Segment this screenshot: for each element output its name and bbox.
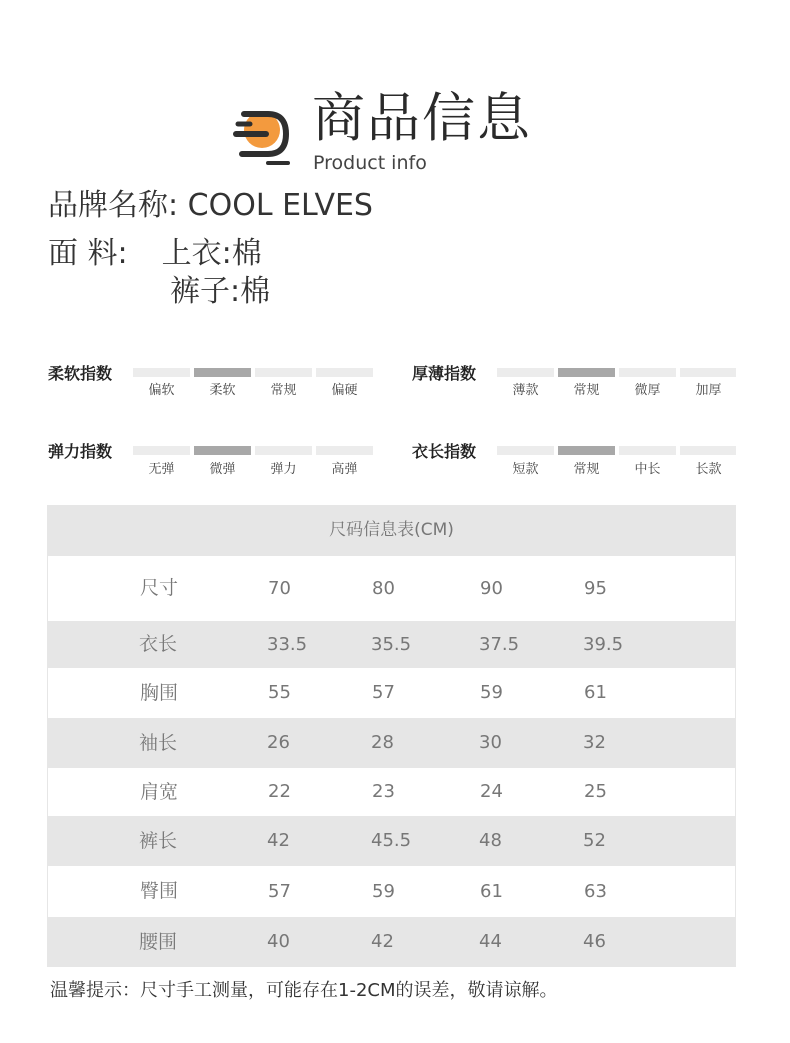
softness-index (48, 363, 378, 403)
index-option: 微厚 (634, 383, 661, 398)
table-cell: 95 (584, 578, 607, 599)
index-option: 短款 (512, 462, 539, 477)
row-label: 腰围 (139, 931, 178, 953)
table-cell: 55 (268, 682, 291, 703)
table-cell: 33.5 (267, 634, 308, 655)
index-segment (680, 368, 736, 377)
table-cell: 57 (372, 682, 395, 703)
index-segment (619, 446, 676, 455)
row-label: 尺寸 (140, 577, 179, 599)
fabric-line (48, 234, 262, 274)
table-cell: 25 (584, 781, 607, 802)
table-cell: 26 (267, 732, 290, 753)
brand-line (48, 186, 373, 226)
row-label: 胸围 (140, 682, 179, 704)
table-cell: 46 (583, 931, 606, 952)
pants-label: 裤子: (170, 274, 241, 309)
measurement-note: 温馨提示：尺寸手工测量，可能存在1-2CM的误差，敬请谅解。 (50, 980, 558, 1001)
index-segment (680, 446, 736, 455)
table-row (47, 621, 736, 668)
table-cell: 70 (268, 578, 291, 599)
table-row (47, 816, 736, 866)
index-label: 衣长指数 (412, 442, 477, 461)
table-cell: 23 (372, 781, 395, 802)
size-table (47, 505, 736, 967)
table-cell: 63 (584, 881, 607, 902)
index-option-selected: 微弹 (209, 462, 236, 477)
product-info-logo-icon (228, 100, 296, 168)
index-segment (133, 446, 190, 455)
table-row (47, 718, 736, 768)
table-cell: 59 (480, 682, 503, 703)
row-label: 袖长 (139, 732, 178, 754)
index-segment (316, 368, 373, 377)
row-label: 衣长 (139, 633, 178, 655)
fabric-label: 面 料: (48, 236, 128, 271)
page-title: 商品信息 (312, 88, 532, 149)
table-cell: 45.5 (371, 830, 412, 851)
table-cell: 61 (584, 682, 607, 703)
index-segment (255, 368, 312, 377)
index-option-selected: 常规 (573, 383, 600, 398)
size-table-title: 尺码信息表(CM) (47, 505, 736, 556)
index-segment-selected (194, 446, 251, 455)
table-cell: 39.5 (583, 634, 624, 655)
index-label: 厚薄指数 (412, 364, 477, 383)
elasticity-index (48, 441, 378, 481)
table-cell: 44 (479, 931, 502, 952)
table-cell: 30 (479, 732, 502, 753)
index-option: 无弹 (148, 462, 175, 477)
index-segment (255, 446, 312, 455)
index-segment (133, 368, 190, 377)
table-cell: 37.5 (479, 634, 520, 655)
pants-line (170, 272, 270, 312)
index-label: 柔软指数 (48, 364, 113, 383)
table-cell: 35.5 (371, 634, 412, 655)
table-row (47, 768, 736, 816)
table-row (47, 866, 736, 917)
pants-value: 棉 (240, 274, 271, 309)
brand-value: COOL ELVES (187, 188, 373, 223)
table-row (47, 917, 736, 967)
table-row (47, 556, 736, 621)
table-cell: 52 (583, 830, 606, 851)
index-option: 中长 (634, 462, 661, 477)
table-cell: 57 (268, 881, 291, 902)
length-index (412, 441, 742, 481)
table-cell: 48 (479, 830, 502, 851)
table-cell: 40 (267, 931, 290, 952)
row-label: 裤长 (139, 830, 178, 852)
index-option: 长款 (695, 462, 722, 477)
table-cell: 42 (267, 830, 290, 851)
thickness-index (412, 363, 742, 403)
index-option: 偏硬 (331, 383, 358, 398)
brand-label: 品牌名称: (48, 188, 179, 223)
index-segment-selected (558, 446, 615, 455)
row-label: 肩宽 (140, 781, 179, 803)
table-cell: 28 (371, 732, 394, 753)
table-cell: 24 (480, 781, 503, 802)
index-option: 高弹 (331, 462, 358, 477)
top-label: 上衣: (161, 236, 232, 271)
table-row (47, 668, 736, 718)
index-label: 弹力指数 (48, 442, 113, 461)
row-label: 臀围 (140, 880, 179, 902)
table-cell: 61 (480, 881, 503, 902)
index-option: 常规 (270, 383, 297, 398)
table-cell: 80 (372, 578, 395, 599)
index-option: 弹力 (270, 462, 297, 477)
table-cell: 59 (372, 881, 395, 902)
index-segment (619, 368, 676, 377)
index-segment (497, 368, 554, 377)
index-option: 薄款 (512, 383, 539, 398)
index-segment-selected (558, 368, 615, 377)
top-value: 棉 (231, 236, 262, 271)
table-cell: 90 (480, 578, 503, 599)
table-cell: 42 (371, 931, 394, 952)
index-segment-selected (194, 368, 251, 377)
page-subtitle: Product info (313, 152, 427, 174)
index-option: 偏软 (148, 383, 175, 398)
index-segment (316, 446, 373, 455)
index-option-selected: 常规 (573, 462, 600, 477)
index-option: 加厚 (695, 383, 722, 398)
table-cell: 32 (583, 732, 606, 753)
index-segment (497, 446, 554, 455)
table-cell: 22 (268, 781, 291, 802)
index-option-selected: 柔软 (209, 383, 236, 398)
